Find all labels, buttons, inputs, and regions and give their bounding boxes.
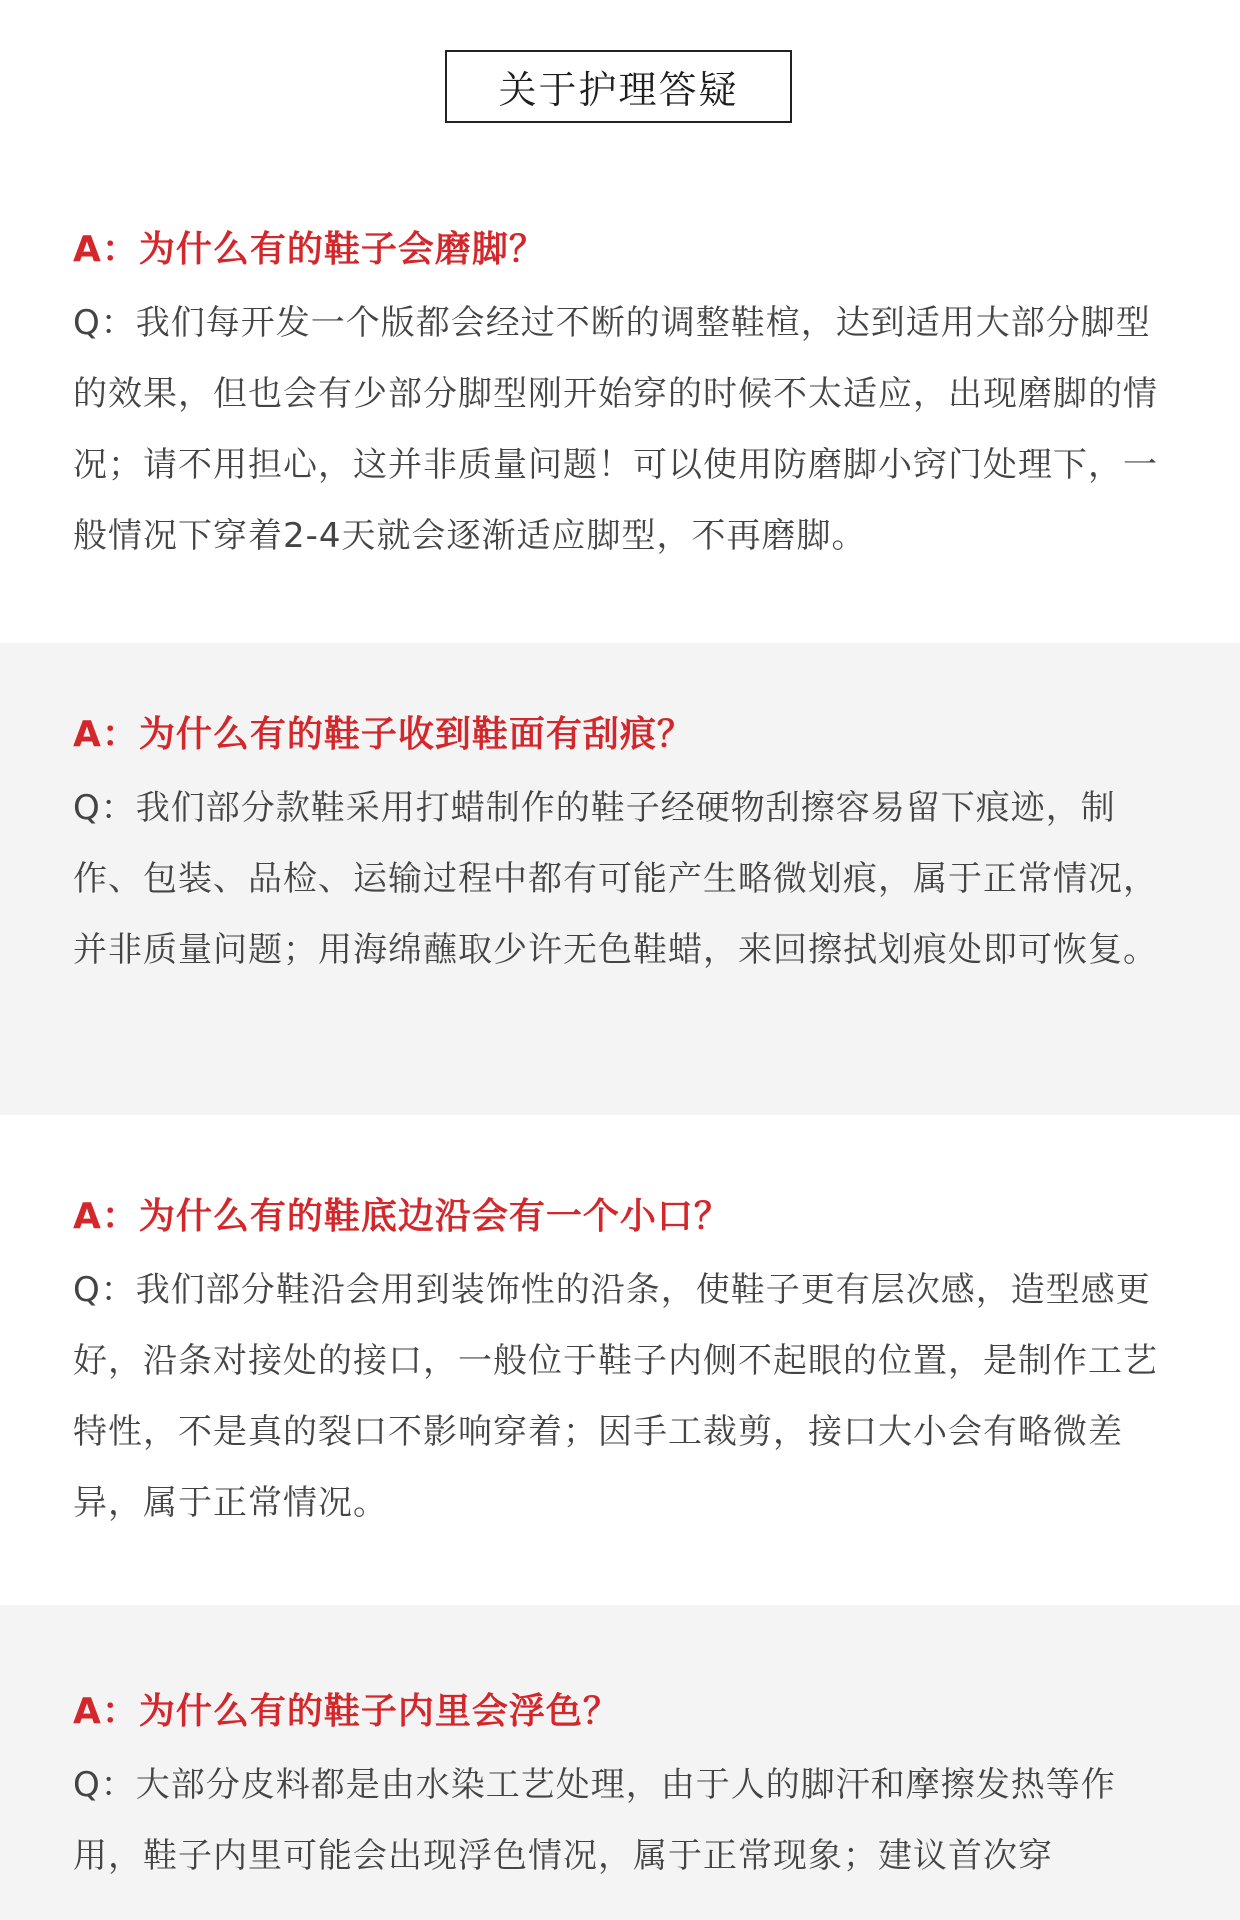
page-title: 关于护理答疑 [445,50,792,123]
faq-answer: Q：大部分皮料都是由水染工艺处理，由于人的脚汗和摩擦发热等作用，鞋子内里可能会出现浮色情况，属于正常现象；建议首次穿 [73,1765,1116,1876]
faq-question: A：为什么有的鞋子内里会浮色？ [73,1691,620,1732]
faq-answer: Q：我们部分鞋沿会用到装饰性的沿条，使鞋子更有层次感，造型感更好，沿条对接处的接口，一般位于鞋子内侧不起眼的位置，是制作工艺特性，不是真的裂口不影响穿着；因手工裁剪，接口大小会有略微差异，属于正常情况。 [73,1270,1158,1523]
faq-answer: Q：我们部分款鞋采用打蜡制作的鞋子经硬物刮擦容易留下痕迹，制作、包装、品检、运输过程中都有可能产生略微划痕，属于正常情况，并非质量问题；用海绵蘸取少许无色鞋蜡，来回擦拭划痕处即可恢复。 [73,788,1158,970]
faq-item [0,643,1240,1115]
page-header [0,0,1240,200]
faq-question: A：为什么有的鞋子收到鞋面有刮痕？ [73,714,694,755]
faq-item [0,1115,1240,1605]
faq-item [0,1605,1240,1920]
faq-question: A：为什么有的鞋子会磨脚？ [73,229,546,270]
faq-question: A：为什么有的鞋底边沿会有一个小口？ [73,1196,731,1237]
faq-answer: Q：我们每开发一个版都会经过不断的调整鞋楦，达到适用大部分脚型的效果，但也会有少部分脚型刚开始穿的时候不太适应，出现磨脚的情况；请不用担心，这并非质量问题！可以使用防磨脚小窍门处理下，一般情况下穿着2-4天就会逐渐适应脚型，不再磨脚。 [73,303,1158,556]
faq-item [0,200,1240,643]
